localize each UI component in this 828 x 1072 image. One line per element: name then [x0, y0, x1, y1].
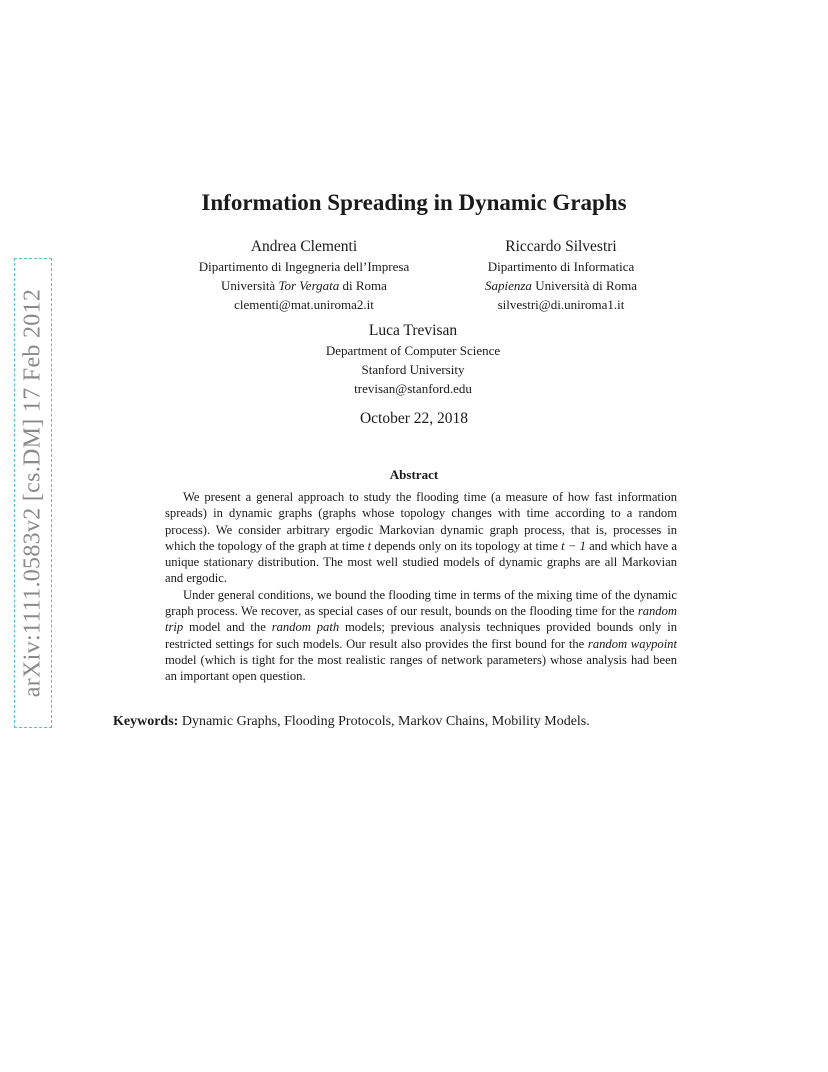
- abstract-body: [165, 489, 677, 685]
- author-institution: Stanford University: [361, 362, 465, 377]
- author-name: Riccardo Silvestri: [505, 238, 617, 255]
- author-email: clementi@mat.uniroma2.it: [234, 297, 374, 312]
- author-email: trevisan@stanford.edu: [354, 381, 472, 396]
- author-institution: Sapienza Università di Roma: [484, 278, 638, 293]
- abstract-paragraph-2: Under general conditions, we bound the flooding time in terms of the mixing time of the dynamic graph process. We recover, as special cases of our result, bounds on the flooding time for the random trip model and the random path models; previous analysis techniques provided bounds only in restricted settings for such models. Our result also provides the first bound for the random waypoint model (which is tight for the most realistic ranges of network parameters) whose analysis had been an important open question.: [165, 587, 677, 684]
- author-name: Andrea Clementi: [250, 238, 358, 255]
- keywords-line: [113, 714, 733, 730]
- author-institution: Università Tor Vergata di Roma: [221, 278, 387, 293]
- author-block-silvestri: [446, 236, 676, 314]
- author-block-trevisan: [278, 320, 548, 398]
- author-affiliation: Department of Computer Science: [325, 343, 501, 358]
- author-name: Luca Trevisan: [368, 322, 458, 339]
- arxiv-stamp: [14, 258, 52, 728]
- abstract-heading: Abstract: [389, 467, 439, 482]
- author-affiliation: Dipartimento di Ingegneria dell’Impresa: [198, 259, 410, 274]
- arxiv-stamp-text: arXiv:1111.0583v2 [cs.DM] 17 Feb 2012: [19, 288, 46, 698]
- keywords-label: Keywords:: [113, 714, 179, 729]
- paper-title: Information Spreading in Dynamic Graphs: [201, 190, 627, 215]
- paper-date: October 22, 2018: [359, 410, 469, 427]
- author-affiliation: Dipartimento di Informatica: [487, 259, 635, 274]
- author-block-clementi: [170, 236, 438, 314]
- abstract-paragraph-1: We present a general approach to study the flooding time (a measure of how fast information spreads) in dynamic graphs (graphs whose topology changes with time according to a random process). We consider arbitrary ergodic Markovian dynamic graph process, that is, processes in which the topology of the graph at time t depends only on its topology at time t − 1 and which have a unique stationary distribution. The most well studied models of dynamic graphs are all Markovian and ergodic.: [165, 490, 678, 586]
- keywords-text: Dynamic Graphs, Flooding Protocols, Markov Chains, Mobility Models.: [178, 714, 590, 729]
- author-email: silvestri@di.uniroma1.it: [497, 297, 625, 312]
